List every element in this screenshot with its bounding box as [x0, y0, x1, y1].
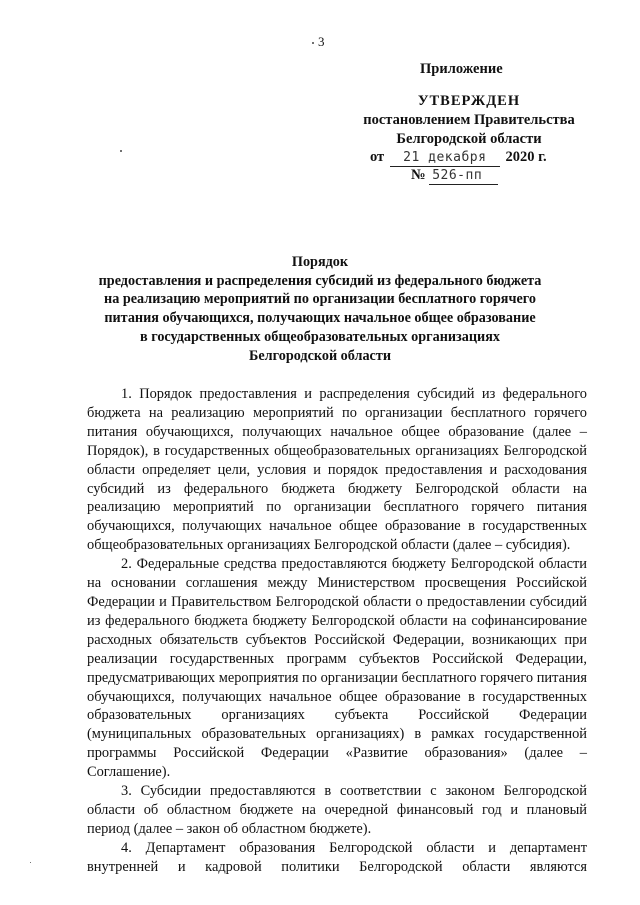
title-line-4: питания обучающихся, получающих начальное общее образование: [104, 310, 536, 327]
paragraph-1: 1. Порядок предоставления и распределения субсидий из федерального бюджета на реализацию мероприятий по организации бесплатного горячего питания обучающихся, получающих начальное общее образование (далее – Порядок), в государственных общеобразовательных организациях Белгородской области определяет цели, условия и порядок предоставления и расходования субсидий из федерального бюджета бюджету Белгородской области на реализацию мероприятий по организации бесплатного горячего питания обучающихся, получающих начальное общее образование в государственных общеобразовательных организациях Белгородской области (далее – субсидия).: [87, 386, 587, 554]
approved-by-line1: постановлением Правительства: [363, 112, 575, 128]
scan-speck: [312, 42, 314, 44]
number-handwritten: 526-пп: [432, 168, 483, 183]
title-line-6: Белгородской области: [249, 347, 391, 364]
paragraph-4: 4. Департамент образования Белгородской области и департамент внутренней и кадровой политики Белгородской области являются: [87, 839, 587, 875]
paragraph-2: 2. Федеральные средства предоставляются бюджету Белгородской области на основании соглашения между Министерством просвещения Российской Федерации и Правительством Белгородской области о предоставлении субсидий из федерального бюджета бюджету Белгородской области на софинансирование расходных обязательств субъектов Российской Федерации, возникающих при реализации государственных программ субъектов Российской Федерации, предусматривающих мероприятия по организации бесплатного горячего питания обучающихся, получающих начальное общее образование в государственных образовательных организациях субъекта Российской Федерации (муниципальных образовательных организациях) в рамках государственной программы Российской Федерации «Развитие образования» (далее – Соглашение).: [87, 556, 587, 781]
date-handwritten: 21 декабря: [403, 150, 487, 165]
approved-heading: УТВЕРЖДЕН: [417, 93, 521, 109]
document-title: [80, 253, 560, 365]
appendix-label: Приложение: [420, 61, 503, 77]
number-prefix: №: [411, 167, 426, 183]
date-field: [390, 149, 500, 167]
title-line-2: предоставления и распределения субсидий из федерального бюджета: [98, 272, 542, 289]
number-field: [429, 167, 498, 185]
title-line-5: в государственных общеобразовательных организациях: [140, 328, 500, 345]
page-number: 3: [318, 34, 325, 49]
document-number-line: [411, 167, 498, 185]
title-line-3: на реализацию мероприятий по организации бесплатного горячего: [104, 291, 536, 308]
approval-stamp: [360, 92, 578, 149]
document-body: [87, 385, 587, 877]
date-prefix: от: [370, 149, 385, 165]
title-line-1: Порядок: [291, 254, 349, 270]
approved-by-line2: Белгородской области: [396, 131, 542, 147]
scan-speck: [30, 862, 31, 863]
scan-speck: [120, 150, 122, 152]
paragraph-3: 3. Субсидии предоставляются в соответствии с законом Белгородской области об областном бюджете на очередной финансовый год и плановый период (далее – закон об областном бюджете).: [87, 783, 587, 837]
approval-date-line: [370, 149, 547, 167]
date-year: 2020 г.: [505, 149, 547, 165]
